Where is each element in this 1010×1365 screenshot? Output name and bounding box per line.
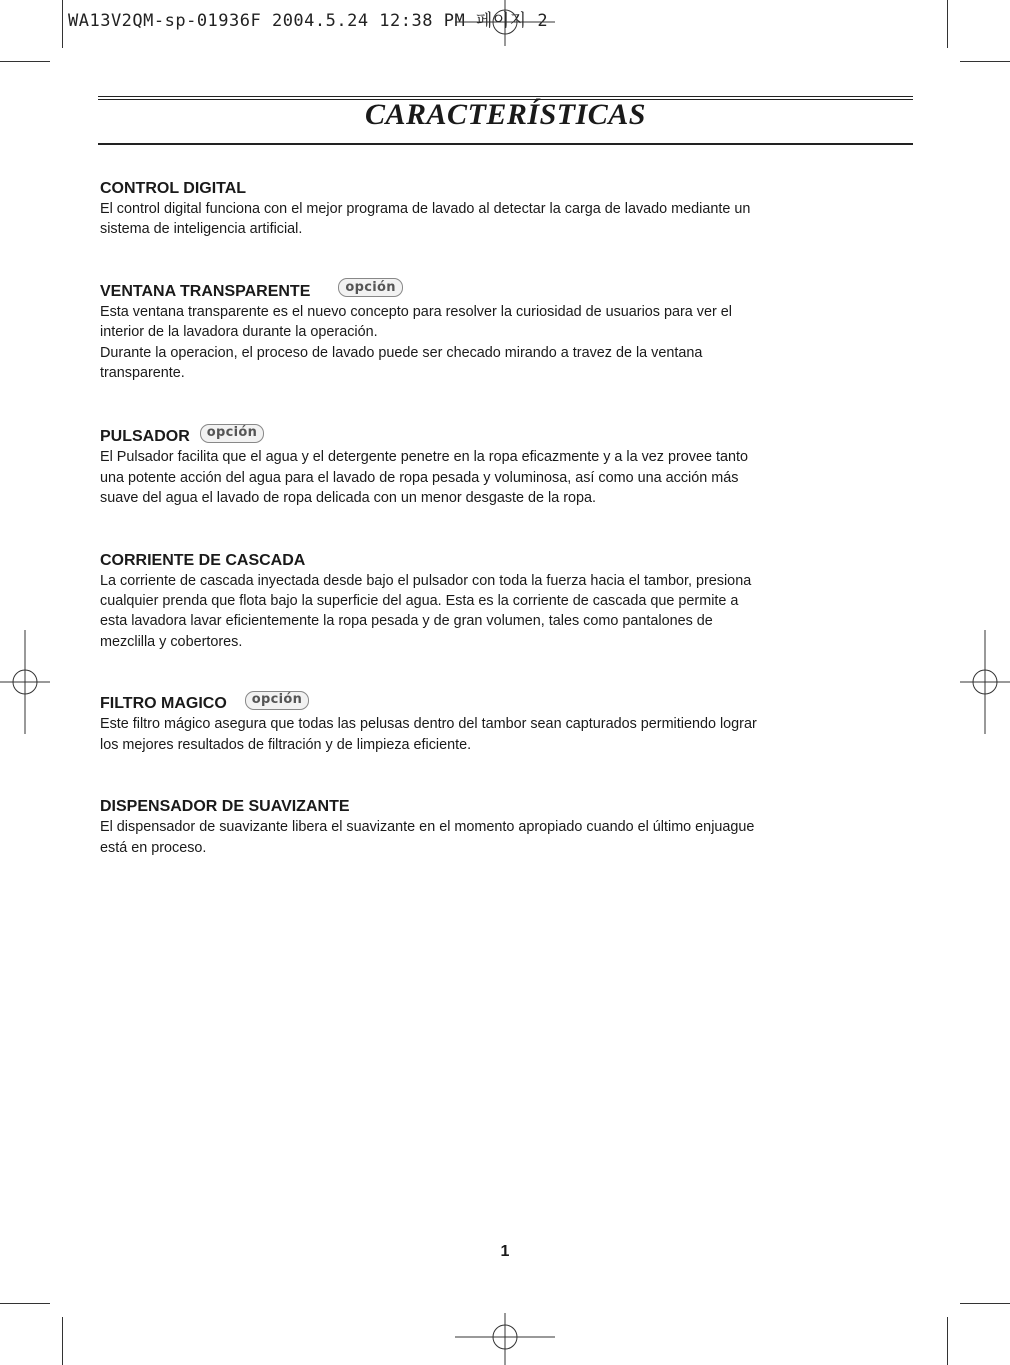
page-title: CARACTERÍSTICAS xyxy=(365,98,646,131)
section-body: La corriente de cascada inyectada desde bajo el pulsador con toda la fuerza hacia el tambor, presiona cualquier prenda que flota bajo la superficie del agua. Esta es la corriente de cascada que permite a esta lavadora lavar eficientemente la ropa pesada y de gran volumen, tales como pantalones de mezclilla y cobertores. xyxy=(100,572,752,650)
section-heading: FILTRO MAGICO opción xyxy=(100,694,765,714)
features-list xyxy=(100,179,765,898)
section-heading: DISPENSADOR DE SUAVIZANTE xyxy=(100,798,350,816)
section-corriente-de-cascada xyxy=(100,551,765,653)
option-badge: opción xyxy=(338,278,402,297)
section-heading: CONTROL DIGITAL xyxy=(100,180,247,197)
registration-mark-right xyxy=(960,630,1010,734)
section-body: El Pulsador facilita que el agua y el detergente penetre en la ropa eficazmente y a la vez provee tanto una potente acción del agua para el lavado de ropa pesada y voluminosa, así como una acción más suave del agua el lavado de ropa delicada con un menor desgaste de la ropa. xyxy=(100,449,748,507)
registration-mark-left xyxy=(0,630,50,734)
option-badge: opción xyxy=(200,424,264,443)
title-rule-bottom xyxy=(98,143,913,145)
section-ventana-transparente xyxy=(100,279,765,384)
print-header: WA13V2QM-sp-01936F 2004.5.24 12:38 PM 페이지 2 xyxy=(68,11,549,31)
section-heading: CORRIENTE DE CASCADA xyxy=(100,551,306,569)
section-heading: VENTANA TRANSPARENTE opción xyxy=(100,282,765,302)
section-control-digital xyxy=(100,179,765,240)
section-filtro-magico xyxy=(100,694,765,755)
title-rule-top xyxy=(98,96,913,97)
page-number: 1 xyxy=(500,1243,510,1260)
registration-mark-bottom xyxy=(455,1313,555,1365)
section-body: El dispensador de suavizante libera el suavizante en el momento apropiado cuando el último enjuague está en proceso. xyxy=(100,819,755,856)
section-body: El control digital funciona con el mejor programa de lavado al detectar la carga de lavado mediante un sistema de inteligencia artificial. xyxy=(100,201,751,238)
section-dispensador-de-suavizante xyxy=(100,797,765,858)
option-badge: opción xyxy=(245,691,309,710)
section-body: Esta ventana transparente es el nuevo concepto para resolver la curiosidad de usuarios para ver el interior de la lavadora durante la operación. Durante la operacion, el proceso de lavado puede ser checado mirando a travez de la ventana transparente. xyxy=(100,303,732,382)
registration-mark-top xyxy=(455,0,555,48)
section-pulsador xyxy=(100,427,765,508)
section-body: Este filtro mágico asegura que todas las pelusas dentro del tambor sean capturados permitiendo lograr los mejores resultados de filtración y de limpieza eficiente. xyxy=(100,716,757,753)
section-heading: PULSADOR opción xyxy=(100,427,765,447)
